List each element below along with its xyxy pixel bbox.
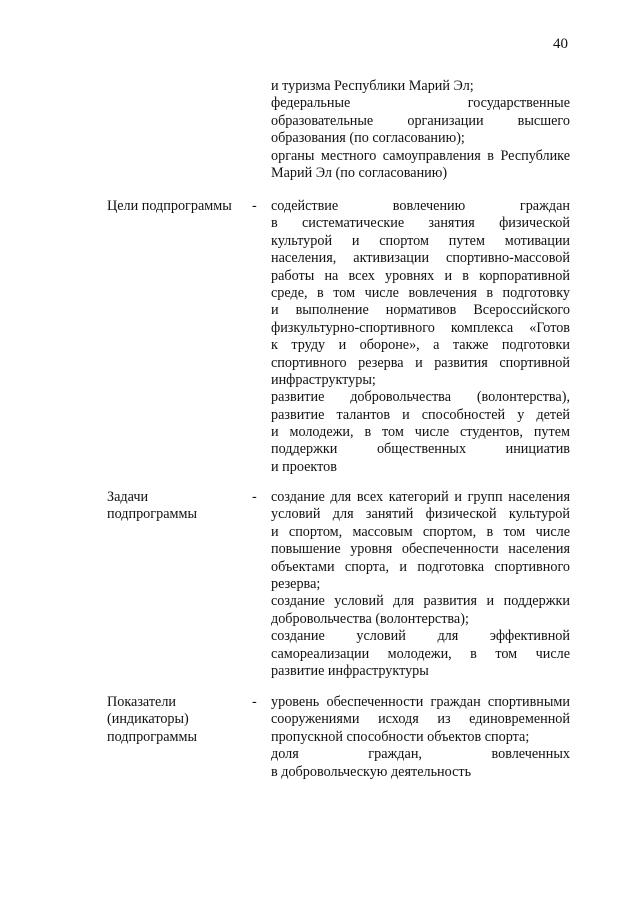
intro-line: федеральные государственные (271, 95, 570, 112)
section-label (107, 694, 247, 746)
content-line: и выполнение нормативов Всероссийского (271, 302, 570, 319)
content-line: сооружениями исходя из единовременной (271, 711, 570, 728)
content-line: населения, активизации спортивно-массовой (271, 250, 570, 267)
section-label (107, 198, 247, 215)
content-line: создание условий для развития и поддержки (271, 593, 570, 610)
content-line: резерва; (271, 575, 321, 592)
section-label-line: Цели подпрограммы (107, 198, 232, 214)
section-label-line: подпрограммы (107, 506, 197, 523)
content-line: спортивного резерва и развития спортивной (271, 354, 570, 371)
content-line: развитие талантов и способностей у детей (271, 406, 570, 423)
content-line: в систематические занятия физической (271, 215, 570, 232)
content-line: и спортом, массовым спортом, в том числе (271, 523, 570, 540)
content-line: уровень обеспеченности граждан спортивными (271, 694, 570, 710)
section-dash: - (252, 694, 257, 710)
content-line: работы на всех уровнях и в корпоративной (271, 267, 570, 284)
content-line: поддержки общественных инициатив (271, 441, 570, 458)
intro-line: органы местного самоуправления в Республике (271, 147, 570, 164)
section-content (271, 489, 570, 680)
content-line: инфраструктуры; (271, 371, 376, 388)
intro-line: и туризма Республики Марий Эл; (271, 78, 474, 94)
intro-line: образования (по согласованию); (271, 130, 465, 147)
content-line: создание для всех категорий и групп населения (271, 489, 570, 505)
content-line: условий для занятий физической культурой (271, 506, 570, 523)
intro-line: Марий Эл (по согласованию) (271, 164, 448, 181)
intro-line: образовательные организации высшего (271, 112, 570, 129)
section-label (107, 489, 247, 524)
section-label-line: (индикаторы) (107, 711, 189, 728)
content-line: пропускной способности объектов спорта; (271, 728, 530, 745)
content-line: создание условий для эффективной (271, 628, 570, 645)
content-line: добровольчества (волонтерства); (271, 610, 469, 627)
content-line: и проектов (271, 458, 337, 475)
content-line: в добровольческую деятельность (271, 763, 472, 780)
content-line: физкультурно-спортивного комплекса «Готов (271, 319, 570, 336)
section-dash: - (252, 198, 257, 214)
content-line: содействие вовлечению граждан (271, 198, 570, 214)
intro-content (271, 78, 570, 182)
section-content (271, 694, 570, 781)
content-line: развитие инфраструктуры (271, 662, 429, 679)
content-line: доля граждан, вовлеченных (271, 746, 570, 763)
content-line: объектами спорта, и подготовка спортивного (271, 558, 570, 575)
content-line: культурой и спортом путем мотивации (271, 232, 570, 249)
content-line: и молодежи, в том числе студентов, путем (271, 424, 570, 441)
section-label-line: Задачи (107, 489, 149, 505)
content-line: повышение уровня обеспеченности населения (271, 541, 570, 558)
content-line: к труду и обороне», а также подготовки (271, 337, 570, 354)
section-label-line: подпрограммы (107, 728, 197, 745)
content-line: среде, в том числе вовлечения в подготовку (271, 284, 570, 301)
section-dash: - (252, 489, 257, 505)
section-label-line: Показатели (107, 694, 177, 710)
section-content (271, 198, 570, 476)
page-number: 40 (553, 36, 568, 52)
content-line: самореализации молодежи, в том числе (271, 645, 570, 662)
content-line: развитие добровольчества (волонтерства), (271, 389, 570, 406)
